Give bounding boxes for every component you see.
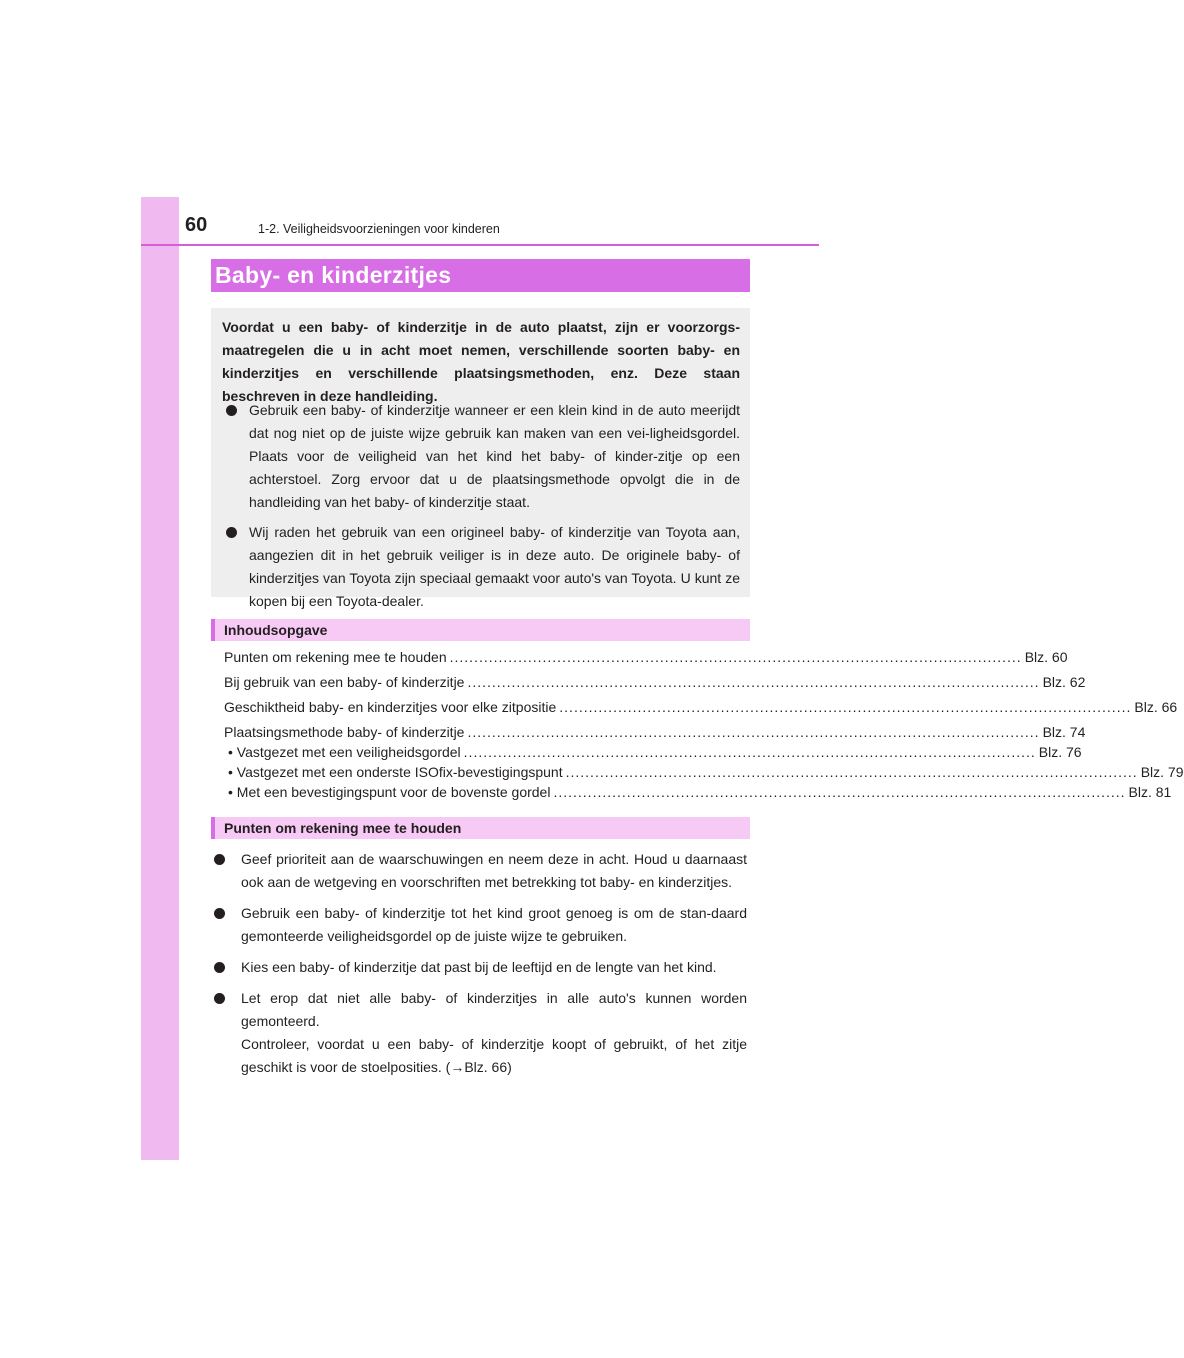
bullet-icon — [214, 993, 225, 1004]
point-bullet — [213, 956, 747, 979]
point-bullet-text: Geef prioriteit aan de waarschuwingen en neem deze in acht. Houd u daarnaast ook aan de wetgeving en voorschriften met betrekking tot baby- en kinderzitjes. — [241, 851, 747, 890]
toc-entry-page: Blz. 60 — [1024, 649, 1068, 665]
toc-leader: ..................................................................................................................... — [449, 649, 1022, 665]
toc-heading-bar — [211, 619, 750, 641]
header-rule — [141, 244, 819, 246]
page-number: 60 — [185, 214, 208, 236]
toc-entry-title: • Met een bevestigingspunt voor de bovenste gordel — [228, 784, 551, 800]
intro-bullet-text: Wij raden het gebruik van een origineel baby- of kinderzitje van Toyota aan, aangezien dit in het gebruik veiliger is in deze auto. De originele baby- of kinderzitjes van Toyota zijn speciaal gemaakt voor auto's van Toyota. U kunt ze kopen bij een Toyota-dealer. — [249, 524, 740, 609]
point-bullet-text: Gebruik een baby- of kinderzitje tot het kind groot genoeg is om de stan-daard gemonteerde veiligheidsgordel op de juiste wijze te gebruiken. — [241, 905, 747, 944]
toc-entry-page: Blz. 81 — [1128, 784, 1172, 800]
toc-entry-title: Plaatsingsmethode baby- of kinderzitje — [224, 724, 465, 740]
toc-entry-title: • Vastgezet met een onderste ISOfix-bevestigingspunt — [228, 764, 563, 780]
toc-subentry[interactable] — [224, 744, 1082, 764]
point-bullet — [213, 848, 747, 894]
toc-heading: Inhoudsopgave — [224, 622, 328, 638]
toc-entry-title: Bij gebruik van een baby- of kinderzitje — [224, 674, 465, 690]
heading-accent — [211, 619, 215, 641]
intro-bullet-text: Gebruik een baby- of kinderzitje wanneer er een klein kind in de auto meerijdt dat nog niet op de juiste wijze gebruik kan maken van een vei-ligheidsgordel. Plaats voor de veiligheid van het kind het baby- of kinder-zitje op een achterstoel. Zorg ervoor dat u de plaatsingsmethode opvolgt die in de handleiding van het baby- of kinderzitje staat. — [249, 402, 740, 510]
toc-entry[interactable] — [224, 674, 1086, 694]
toc-leader: ..................................................................................................................... — [463, 744, 1036, 760]
intro-box — [211, 308, 750, 609]
intro-bullets — [224, 399, 740, 620]
toc-leader: ..................................................................................................................... — [553, 784, 1126, 800]
bullet-icon — [214, 908, 225, 919]
title-bar — [211, 259, 750, 292]
toc-entry[interactable] — [224, 724, 1086, 744]
point-bullet-text: Kies een baby- of kinderzitje dat past bij de leeftijd en de lengte van het kind. — [241, 959, 717, 975]
point-bullet — [213, 902, 747, 948]
toc-entry-page: Blz. 76 — [1038, 744, 1082, 760]
point-bullet — [213, 987, 747, 1079]
heading-accent — [211, 817, 215, 839]
intro-text: Voordat u een baby- of kinderzitje in de auto plaatst, zijn er voorzorgs-maatregelen die u in acht moet nemen, verschillende soorten baby- en kinderzitjes en verschillende plaatsingsmethoden, enz. Deze staan beschreven in deze handleiding. — [222, 319, 740, 404]
toc-leader: ..................................................................................................................... — [559, 699, 1132, 715]
points-bullets — [213, 848, 747, 1087]
toc-leader: ..................................................................................................................... — [467, 724, 1040, 740]
toc-entry-page: Blz. 66 — [1134, 699, 1178, 715]
point-bullet-extra-text: Controleer, voordat u een baby- of kinderzitje koopt of gebruikt, of het zitje geschikt is voor de stoelposities. (→Blz. 66) — [241, 1036, 747, 1075]
toc-entry-page: Blz. 79 — [1140, 764, 1184, 780]
points-heading-bar — [211, 817, 750, 839]
toc-entry[interactable] — [224, 649, 1068, 669]
toc-subentry[interactable] — [224, 764, 1184, 784]
points-heading: Punten om rekening mee te houden — [224, 820, 462, 836]
side-strip — [141, 197, 179, 1160]
intro-bullet — [224, 399, 740, 514]
bullet-icon — [214, 854, 225, 865]
intro-bullet — [224, 521, 740, 613]
bullet-icon — [226, 405, 237, 416]
page-title: Baby- en kinderzitjes — [215, 262, 452, 288]
toc-entry-title: Geschiktheid baby- en kinderzitjes voor elke zitpositie — [224, 699, 557, 715]
point-bullet-text: Let erop dat niet alle baby- of kinderzitjes in alle auto's kunnen worden gemonteerd. — [241, 990, 747, 1029]
toc-entry-title: • Vastgezet met een veiligheidsgordel — [228, 744, 461, 760]
toc-entry[interactable] — [224, 699, 1178, 719]
toc-entry-title: Punten om rekening mee te houden — [224, 649, 447, 665]
toc-leader: ..................................................................................................................... — [565, 764, 1138, 780]
section-header: 1-2. Veiligheidsvoorzieningen voor kinderen — [258, 222, 500, 236]
toc-entry-page: Blz. 62 — [1042, 674, 1086, 690]
bullet-icon — [226, 527, 237, 538]
bullet-icon — [214, 962, 225, 973]
toc-subentry[interactable] — [224, 784, 1172, 804]
toc-leader: ..................................................................................................................... — [467, 674, 1040, 690]
toc-entry-page: Blz. 74 — [1042, 724, 1086, 740]
